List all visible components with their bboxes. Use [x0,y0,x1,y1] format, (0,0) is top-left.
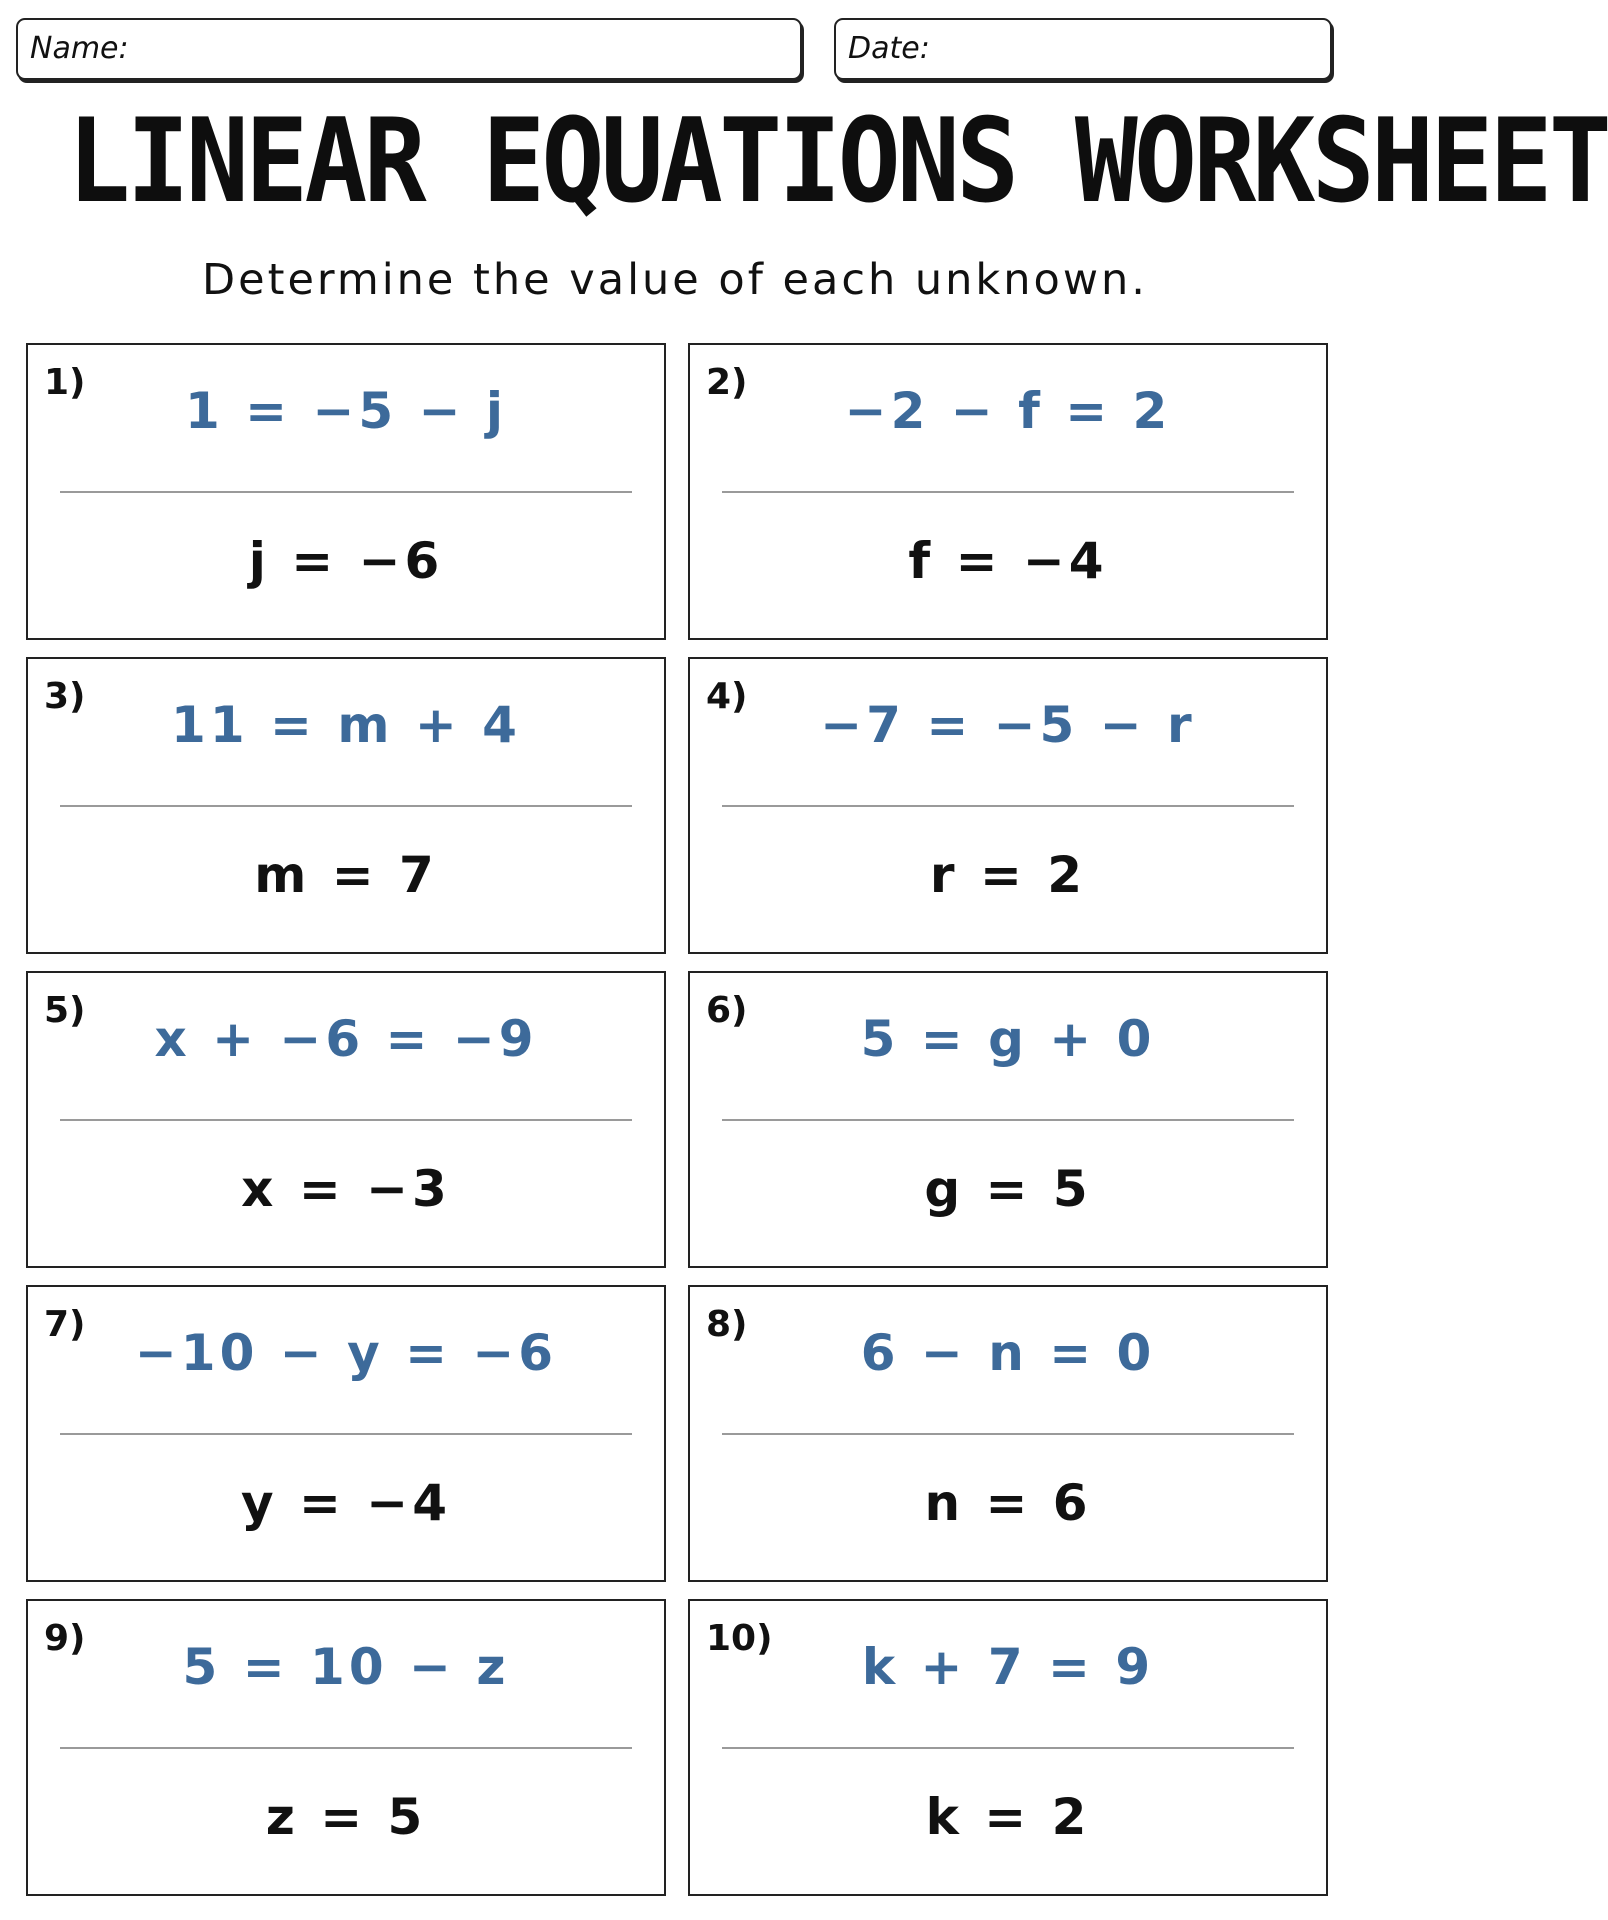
problem-number: 10) [706,1618,773,1659]
name-label: Name: [30,31,129,66]
worksheet-title: LINEAR EQUATIONS WORKSHEET [67,94,1608,229]
problem-number: 8) [706,1304,748,1345]
name-field[interactable] [16,18,802,80]
problem-answer: k = 2 [925,1788,1091,1846]
problem-box-7 [26,1285,666,1582]
problem-equation: k + 7 = 9 [861,1638,1155,1696]
problem-number: 9) [44,1618,86,1659]
problem-box-4 [688,657,1328,954]
answer-divider [722,1119,1294,1121]
problem-box-10 [688,1599,1328,1896]
problem-equation: −7 = −5 − r [820,696,1196,754]
answer-divider [60,1119,632,1121]
problem-equation: x + −6 = −9 [154,1010,538,1068]
problem-box-3 [26,657,666,954]
problem-number: 1) [44,362,86,403]
answer-divider [60,1747,632,1749]
problem-box-6 [688,971,1328,1268]
problem-answer: j = −6 [248,532,444,590]
answer-divider [722,805,1294,807]
problem-number: 4) [706,676,748,717]
problem-answer: g = 5 [924,1160,1092,1218]
problem-equation: −10 − y = −6 [134,1324,558,1382]
problem-answer: z = 5 [265,1788,427,1846]
problem-number: 3) [44,676,86,717]
problem-box-9 [26,1599,666,1896]
answer-divider [60,805,632,807]
problem-answer: n = 6 [924,1474,1092,1532]
problem-answer: x = −3 [241,1160,451,1218]
problem-equation: 1 = −5 − j [184,382,508,440]
date-field[interactable] [834,18,1332,80]
answer-divider [722,1747,1294,1749]
problem-number: 2) [706,362,748,403]
problem-equation: −2 − f = 2 [844,382,1172,440]
problem-box-1 [26,343,666,640]
instructions: Determine the value of each unknown. [202,255,1148,305]
problem-equation: 5 = g + 0 [860,1010,1156,1068]
problem-answer: m = 7 [254,846,438,904]
problem-box-2 [688,343,1328,640]
answer-divider [722,491,1294,493]
problem-box-5 [26,971,666,1268]
problem-equation: 5 = 10 − z [182,1638,510,1696]
answer-divider [60,491,632,493]
problem-box-8 [688,1285,1328,1582]
problem-number: 7) [44,1304,86,1345]
problem-number: 5) [44,990,86,1031]
problem-answer: y = −4 [241,1474,451,1532]
date-label: Date: [848,31,930,66]
answer-divider [60,1433,632,1435]
problem-number: 6) [706,990,748,1031]
problem-answer: f = −4 [908,532,1108,590]
problem-answer: r = 2 [929,846,1087,904]
problem-equation: 11 = m + 4 [171,696,521,754]
problem-equation: 6 − n = 0 [860,1324,1156,1382]
answer-divider [722,1433,1294,1435]
